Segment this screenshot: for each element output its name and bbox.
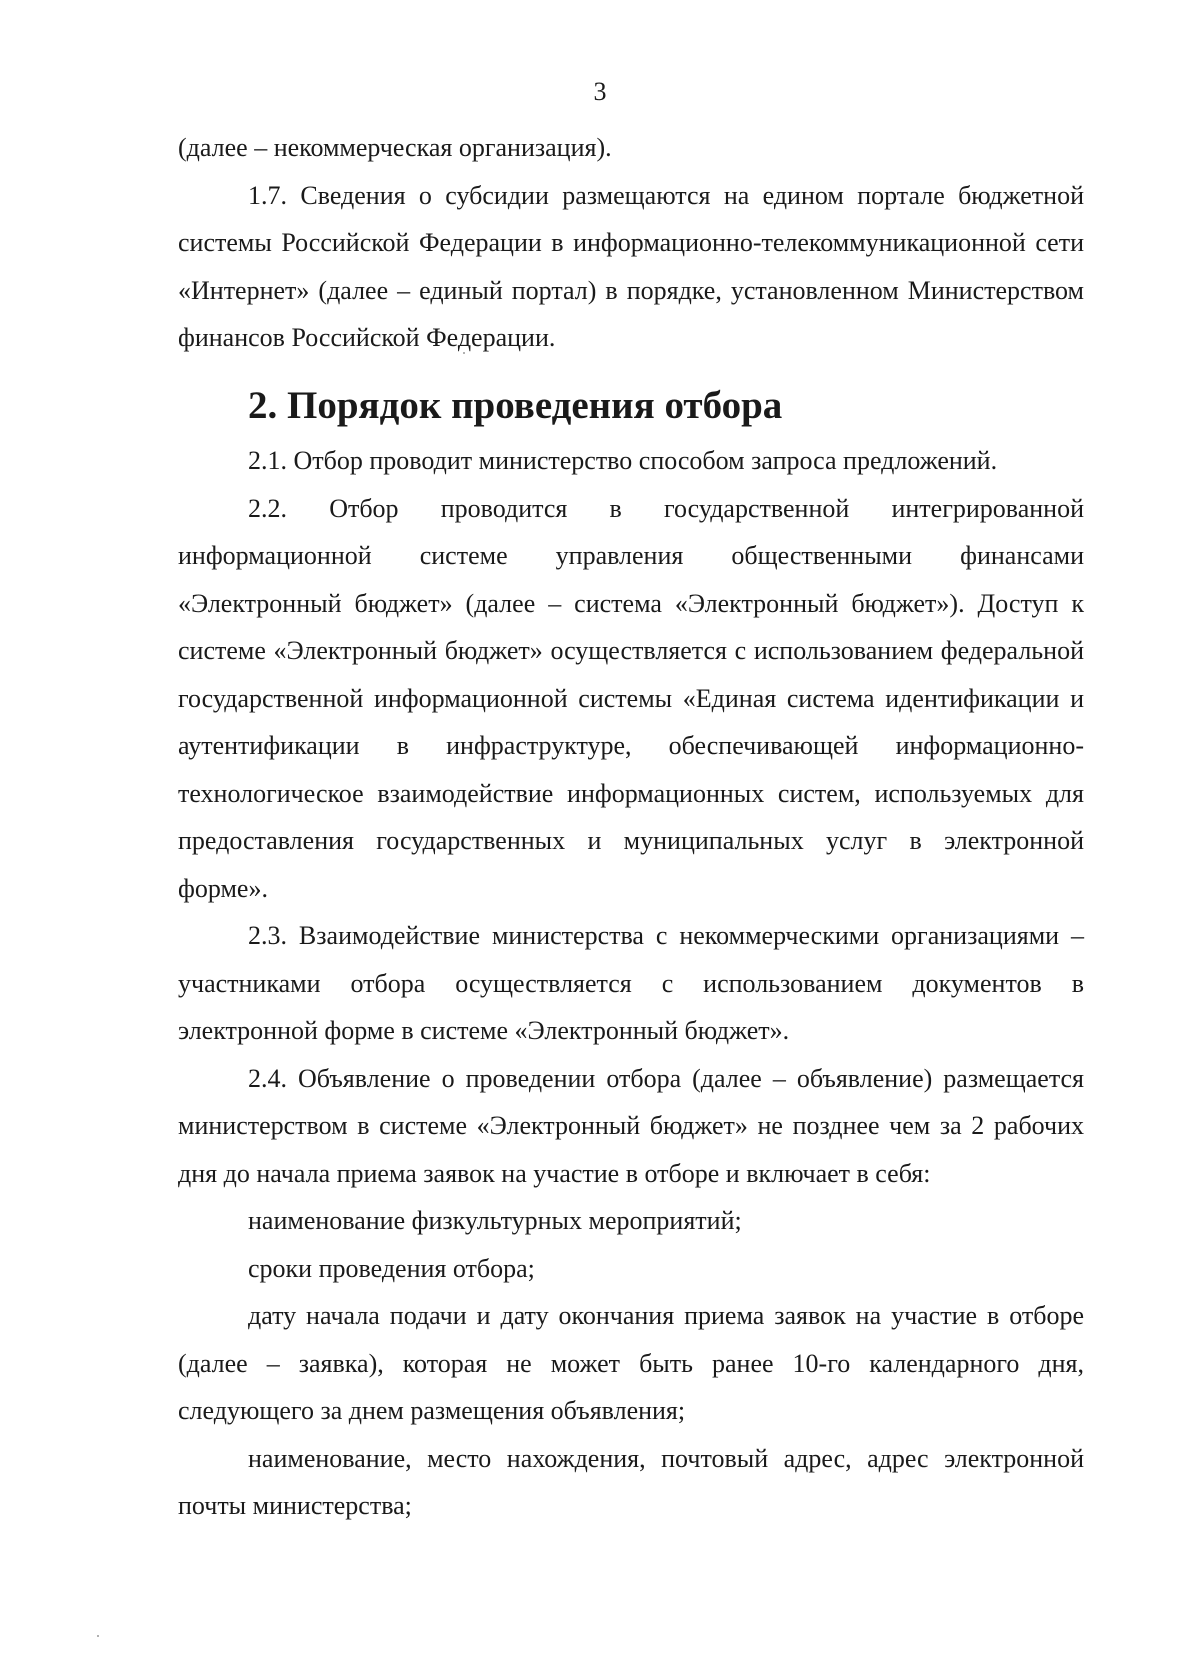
paragraph: (далее – некоммерческая организация). xyxy=(178,133,612,162)
paragraph: 1.7. Сведения о субсидии размещаются на едином портале бюджетной системы Российской Федерации в информационно-телекоммуникационной сети «Интернет» (далее – единый портал) в порядке, установленном Министерством финансов Российской Федерации. xyxy=(178,180,1084,352)
paragraph: 2.1. Отбор проводит министерство способом запроса предложений. xyxy=(248,446,998,475)
paragraph: 2.4. Объявление о проведении отбора (далее – объявление) размещается министерством в системе «Электронный бюджет» не позднее чем за 2 рабочих дня до начала приема заявок на участие в отборе и включает в себя: xyxy=(178,1063,1084,1188)
paragraphs-after-heading xyxy=(178,437,1084,1530)
scan-speck xyxy=(463,352,465,354)
paragraph: дату начала подачи и дату окончания приема заявок на участие в отборе (далее – заявка), которая не может быть ранее 10-го календарного дня, следующего за днем размещения объявления; xyxy=(178,1301,1084,1425)
paragraph: сроки проведения отбора; xyxy=(248,1253,535,1283)
paragraph: наименование физкультурных мероприятий; xyxy=(248,1206,742,1235)
paragraph: наименование, место нахождения, почтовый адрес, адрес электронной почты министерства; xyxy=(178,1443,1084,1520)
scan-speck xyxy=(97,1635,99,1637)
paragraphs-before-heading xyxy=(178,124,1084,362)
paragraph: 2.3. Взаимодействие министерства с некоммерческими организациями – участниками отбора осуществляется с использованием документов в электронной форме в системе «Электронный бюджет». xyxy=(178,921,1084,1045)
paragraph: 2.2. Отбор проводится в государственной интегрированной информационной системе управления общественными финансами «Электронный бюджет» (далее – система «Электронный бюджет»). Доступ к системе «Электронный бюджет» осуществляется с использованием федеральной государственной информационной системы «Единая система идентификации и аутентификации в инфраструктуре, обеспечивающей информационно-технологическое взаимодействие информационных систем, используемых для предоставления государственных и муниципальных услуг в электронной форме». xyxy=(178,493,1084,903)
document-body xyxy=(178,124,1084,1530)
page-number: 3 xyxy=(593,77,607,106)
section-heading: 2. Порядок проведения отбора xyxy=(248,383,783,427)
